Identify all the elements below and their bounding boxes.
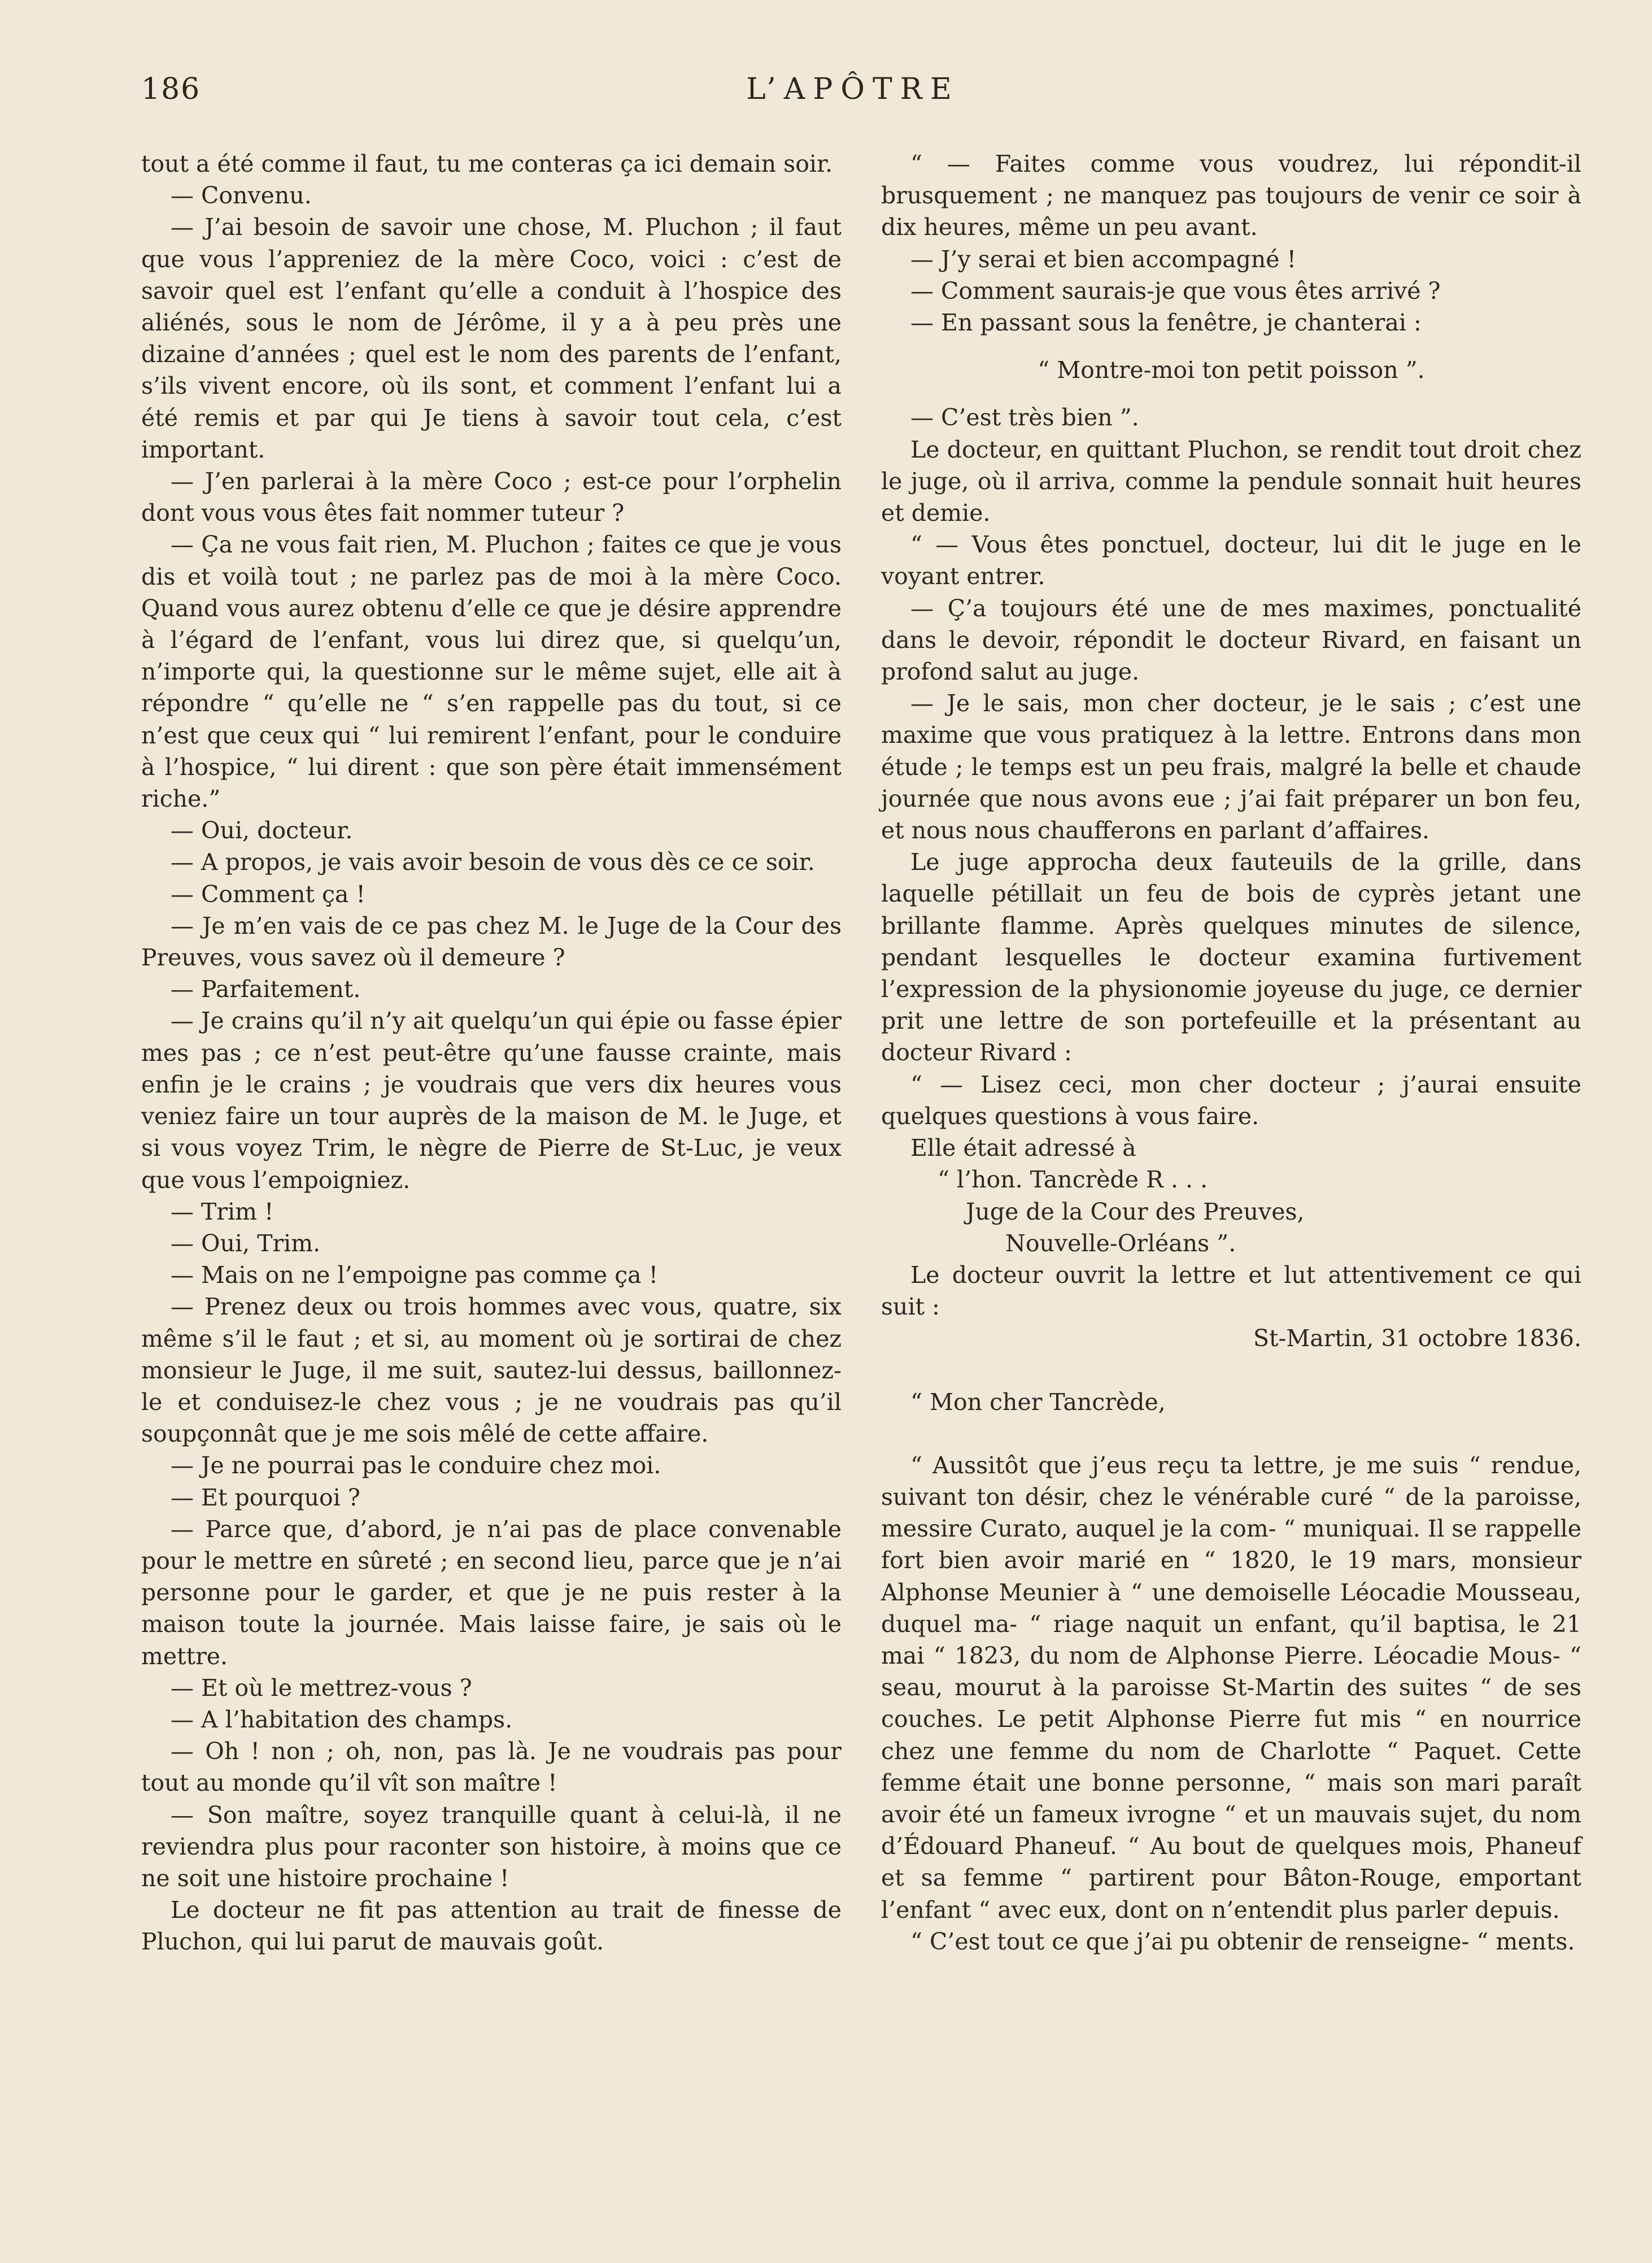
- paragraph: Le docteur ne fit pas attention au trait de finesse de Pluchon, qui lui parut de mauvais goût.: [141, 1896, 842, 1956]
- paragraph: — J’y serai et bien accompagné !: [910, 245, 1297, 273]
- paragraph: — Trim !: [171, 1198, 274, 1225]
- paragraph: “ — Vous êtes ponctuel, docteur, lui dit le juge en le voyant entrer.: [881, 531, 1581, 590]
- paragraph: — Mais on ne l’empoigne pas comme ça !: [171, 1261, 659, 1289]
- paragraph: “ — Faites comme vous voudrez, lui répondit-il brusquement ; ne manquez pas toujours de venir ce soir à dix heures, même un peu avant.: [881, 150, 1581, 241]
- paragraph: — Je m’en vais de ce pas chez M. le Juge de la Cour des Preuves, vous savez où il demeure ?: [141, 912, 842, 972]
- paragraph: — C’est très bien ”.: [910, 404, 1139, 432]
- paragraph: — Son maître, soyez tranquille quant à celui-là, il ne reviendra plus pour raconter son histoire, à moins que ce ne soit une histoire prochaine !: [141, 1801, 842, 1892]
- paragraph: — J’ai besoin de savoir une chose, M. Pluchon ; il faut que vous l’appreniez de la mère Coco, voici : c’est de savoir quel est l’enfant qu’elle a conduit à l’hospice des aliénés, sous le nom de Jérôme, il y a à peu près une dizaine d’années ; quel est le nom des parents de l’enfant, s’ils vivent encore, où ils sont, et comment l’enfant lui a été remis et par qui Je tiens à savoir tout cela, c’est important.: [141, 214, 842, 463]
- page-header: [141, 67, 1564, 117]
- paragraph: — Oh ! non ; oh, non, pas là. Je ne voudrais pas pour tout au monde qu’il vît son maître !: [141, 1738, 842, 1797]
- paragraph: — J’en parlerai à la mère Coco ; est-ce pour l’orphelin dont vous vous êtes fait nommer tuteur ?: [141, 468, 842, 527]
- paragraph: “ C’est tout ce que j’ai pu obtenir de renseigne- “ ments.: [910, 1927, 1575, 1955]
- paragraph: — Comment ça !: [171, 880, 365, 908]
- paragraph: — Comment saurais-je que vous êtes arrivé ?: [910, 277, 1441, 304]
- paragraph: Le juge approcha deux fauteuils de la grille, dans laquelle pétillait un feu de bois de cyprès jetant une brillante flamme. Après quelques minutes de silence, pendant lesquelles le docteur examina furtivement l’expression de la physionomie joyeuse du juge, ce dernier prit une lettre de son portefeuille et la présentant au docteur Rivard :: [881, 848, 1581, 1067]
- paragraph: Elle était adressé à: [910, 1134, 1136, 1162]
- paragraph: — Ç’a toujours été une de mes maximes, ponctualité dans le devoir, répondit le docteur Rivard, en faisant un profond salut au juge.: [881, 594, 1581, 686]
- address-line: Nouvelle-Orléans ”.: [1005, 1229, 1236, 1257]
- paragraph: — Je le sais, mon cher docteur, je le sais ; c’est une maxime que vous pratiquez à la lettre. Entrons dans mon étude ; le temps est un peu frais, malgré la belle et chaude journée que nous avons eue ; j’ai fait préparer un bon feu, et nous nous chaufferons en parlant d’affaires.: [881, 690, 1581, 845]
- paragraph: Le docteur ouvrit la lettre et lut attentivement ce qui suit :: [881, 1261, 1581, 1321]
- running-title: L’APÔTRE: [746, 72, 960, 106]
- letter-salutation: “ Mon cher Tancrède,: [910, 1388, 1166, 1416]
- paragraph: — Ça ne vous fait rien, M. Pluchon ; faites ce que je vous dis et voilà tout ; ne parlez pas de moi à la mère Coco. Quand vous aurez obtenu d’elle ce que je désire apprendre à l’égard de l’enfant, vous lui direz que, si quelqu’un, n’importe qui, la questionne sur le même sujet, elle ait à répondre “ qu’elle ne “ s’en rappelle pas du tout, si ce n’est que ceux qui “ lui remirent l’enfant, pour le conduire à l’hospice, “ lui dirent : que son père était immensément riche.”: [141, 531, 842, 813]
- paragraph: tout a été comme il faut, tu me conteras ça ici demain soir.: [141, 150, 833, 177]
- page-number: 186: [141, 72, 201, 106]
- letter-dateline: St-Martin, 31 octobre 1836.: [1253, 1325, 1581, 1352]
- paragraph: — A l’habitation des champs.: [171, 1705, 513, 1733]
- paragraph: — En passant sous la fenêtre, je chanterai :: [910, 309, 1422, 337]
- song-quote: “ Montre-moi ton petit poisson ”.: [1038, 356, 1425, 384]
- paragraph: — Je crains qu’il n’y ait quelqu’un qui épie ou fasse épier mes pas ; ce n’est peut-être qu’une fausse crainte, mais enfin je le crains ; je voudrais que vers dix heures vous veniez faire un tour auprès de la maison de M. le Juge, et si vous voyez Trim, le nègre de Pierre de St-Luc, je veux que vous l’empoigniez.: [141, 1007, 842, 1194]
- paragraph: — Je ne pourrai pas le conduire chez moi.: [171, 1452, 661, 1479]
- address-line: Juge de la Cour des Preuves,: [966, 1198, 1305, 1225]
- paragraph: — Parce que, d’abord, je n’ai pas de place convenable pour le mettre en sûreté ; en second lieu, parce que je n’ai personne pour le garder, et que je ne puis rester à la maison toute la journée. Mais laisse faire, je sais où le mettre.: [141, 1515, 842, 1670]
- paragraph: “ Aussitôt que j’eus reçu ta lettre, je me suis “ rendue, suivant ton désir, chez le vénérable curé “ de la paroisse, messire Curato, auquel je la com- “ muniquai. Il se rappelle fort bien avoir marié en “ 1820, le 19 mars, monsieur Alphonse Meunier à “ une demoiselle Léocadie Mousseau, duquel ma- “ riage naquit un enfant, qu’il baptisa, le 21 mai “ 1823, du nom de Alphonse Pierre. Léocadie Mous- “ seau, mourut à la paroisse St-Martin des suites “ de ses couches. Le petit Alphonse Pierre fut mis “ en nourrice chez une femme du nom de Charlotte “ Paquet. Cette femme était une bonne personne, “ mais son mari paraît avoir été un fameux ivrogne “ et un mauvais sujet, du nom d’Édouard Phaneuf. “ Au bout de quelques mois, Phaneuf et sa femme “ partirent pour Bâton-Rouge, emportant l’enfant “ avec eux, dont on n’entendit plus parler depuis.: [881, 1451, 1581, 1923]
- paragraph: “ — Lisez ceci, mon cher docteur ; j’aurai ensuite quelques questions à vous faire.: [881, 1070, 1581, 1130]
- paragraph: — A propos, je vais avoir besoin de vous dès ce ce soir.: [171, 848, 815, 876]
- paragraph: — Et où le mettrez-vous ?: [171, 1674, 472, 1701]
- paragraph: — Parfaitement.: [171, 976, 361, 1003]
- paragraph: — Et pourquoi ?: [171, 1483, 360, 1511]
- paragraph: — Oui, Trim.: [171, 1229, 321, 1257]
- right-column: [881, 148, 1581, 1957]
- paragraph: Le docteur, en quittant Pluchon, se rendit tout droit chez le juge, où il arriva, comme la pendule sonnait huit heures et demie.: [881, 436, 1581, 527]
- paragraph: — Oui, docteur.: [171, 817, 353, 845]
- paragraph: — Convenu.: [171, 182, 312, 210]
- paragraph: — Prenez deux ou trois hommes avec vous, quatre, six même s’il le faut ; et si, au moment où je sortirai de chez monsieur le Juge, il me suit, sautez-lui dessus, baillonnez-le et conduisez-le chez vous ; je ne voudrais pas qu’il soupçonnât que je me sois mêlé de cette affaire.: [141, 1293, 842, 1448]
- address-line: “ l’hon. Tancrède R . . .: [938, 1166, 1208, 1194]
- left-column: [141, 148, 842, 1958]
